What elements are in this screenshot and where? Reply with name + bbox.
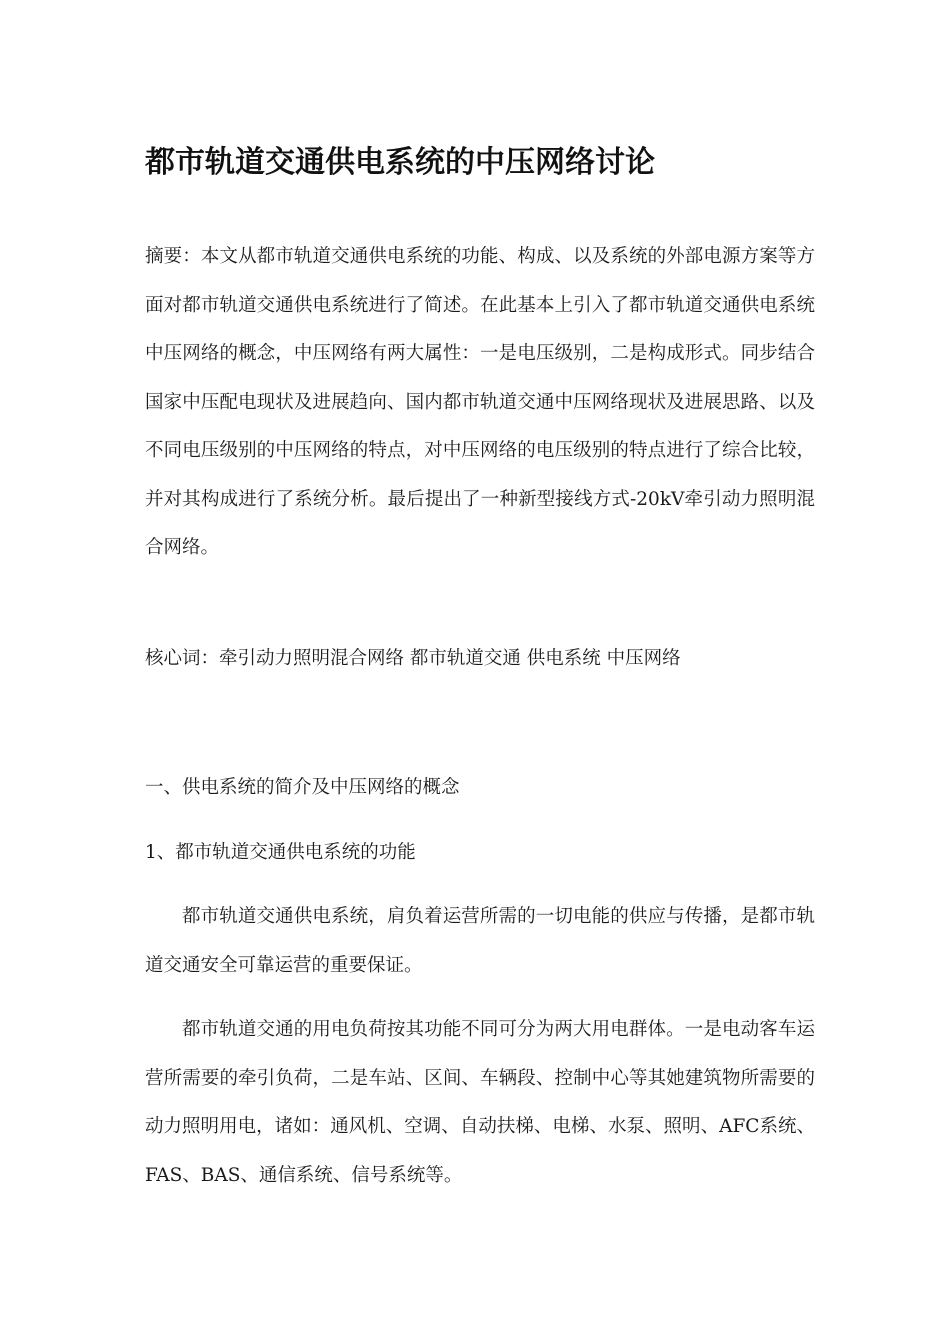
- subsection-heading: 1、都市轨道交通供电系统的功能: [145, 842, 416, 863]
- abstract-paragraph: 摘要：本文从都市轨道交通供电系统的功能、构成、以及系统的外部电源方案等方面对都市轨道交通供电系统进行了简述。在此基本上引入了都市轨道交通供电系统中压网络的概念，中压网络有两大属性：一是电压级别，二是构成形式。同步结合国家中压配电现状及进展趋向、国内都市轨道交通中压网络现状及进展思路、以及不同电压级别的中压网络的特点，对中压网络的电压级别的特点进行了综合比较，并对其构成进行了系统分析。最后提出了一种新型接线方式-20kV牵引动力照明混合网络。: [145, 246, 815, 558]
- section-heading: 一、供电系统的简介及中压网络的概念: [145, 777, 460, 798]
- document-title: 都市轨道交通供电系统的中压网络讨论: [145, 145, 655, 180]
- body-paragraph-1: 都市轨道交通供电系统，肩负着运营所需的一切电能的供应与传播，是都市轨道交通安全可靠运营的重要保证。: [145, 906, 815, 976]
- body-paragraph-2: 都市轨道交通的用电负荷按其功能不同可分为两大用电群体。一是电动客车运营所需要的牵引负荷，二是车站、区间、车辆段、控制中心等其她建筑物所需要的动力照明用电，诸如：通风机、空调、自动扶梯、电梯、水泵、照明、AFC系统、FAS、BAS、通信系统、信号系统等。: [145, 1019, 815, 1186]
- keywords-line: 核心词：牵引动力照明混合网络 都市轨道交通 供电系统 中压网络: [145, 648, 681, 669]
